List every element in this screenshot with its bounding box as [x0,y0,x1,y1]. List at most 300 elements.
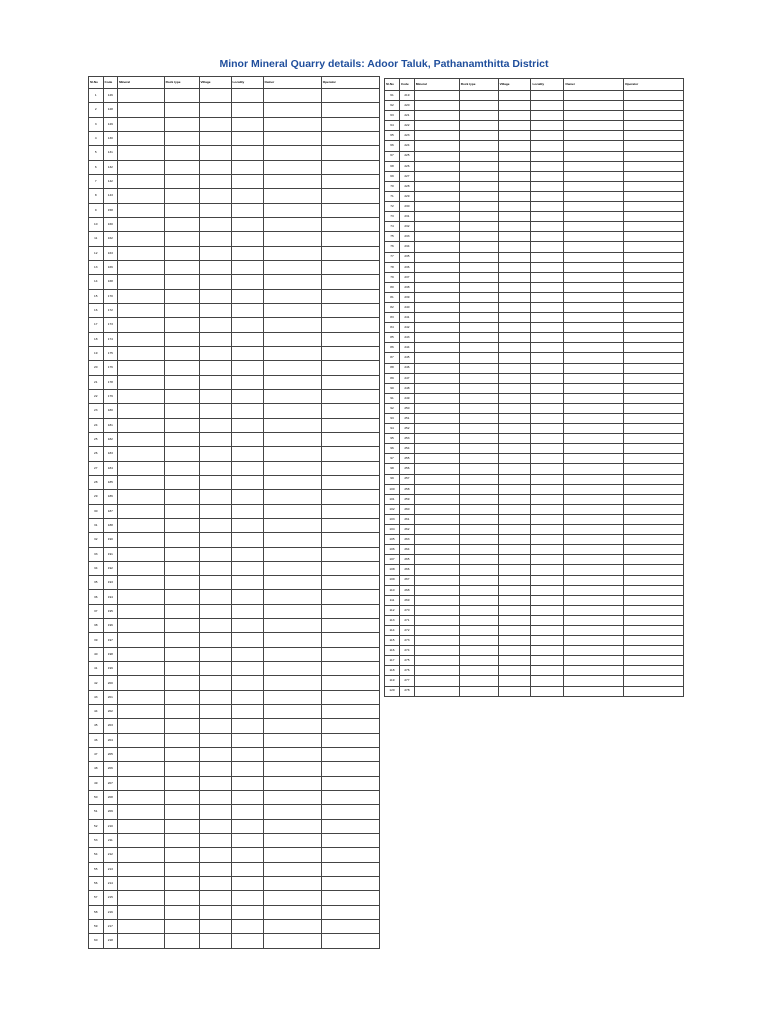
cell-locality [531,605,564,615]
cell-village [199,619,231,633]
cell-operator [321,246,379,260]
column-header-mineral: Mineral [118,77,165,89]
table-row [89,877,380,891]
cell-operator [624,504,684,514]
column-header-owner: Owner [263,77,321,89]
cell-locality [531,494,564,504]
cell-operator [624,414,684,424]
cell-mineral [414,484,459,494]
cell-rock-type [459,262,498,272]
cell-rock-type [459,91,498,101]
table-row [385,464,684,474]
cell-village [199,834,231,848]
table-header-row [385,79,684,91]
cell-code: 229 [399,191,414,201]
cell-owner [564,282,624,292]
cell-code: 188 [103,518,118,532]
cell-locality [231,203,263,217]
cell-village [199,547,231,561]
cell-mineral [414,232,459,242]
cell-rock-type [164,146,199,160]
cell-village [199,891,231,905]
cell-owner [263,504,321,518]
cell-village [199,633,231,647]
cell-locality [531,575,564,585]
cell-sl-no: 75 [385,232,400,242]
table-row [89,705,380,719]
cell-mineral [118,533,165,547]
cell-locality [531,111,564,121]
cell-rock-type [164,117,199,131]
cell-code: 172 [103,303,118,317]
cell-owner [564,242,624,252]
cell-village [498,151,531,161]
cell-operator [624,615,684,625]
cell-owner [564,141,624,151]
cell-operator [321,418,379,432]
cell-mineral [118,260,165,274]
cell-operator [624,535,684,545]
cell-owner [263,676,321,690]
cell-owner [263,690,321,704]
cell-operator [624,444,684,454]
table-row [385,615,684,625]
cell-sl-no: 49 [89,776,104,790]
cell-code: 245 [399,353,414,363]
cell-village [199,590,231,604]
table-row [89,733,380,747]
cell-village [498,272,531,282]
cell-village [498,676,531,686]
cell-locality [531,343,564,353]
cell-owner [564,424,624,434]
cell-mineral [414,191,459,201]
cell-locality [231,776,263,790]
table-row [89,232,380,246]
cell-owner [263,891,321,905]
cell-code: 212 [103,848,118,862]
cell-village [498,91,531,101]
cell-village [199,146,231,160]
cell-rock-type [164,361,199,375]
cell-village [199,432,231,446]
cell-sl-no: 94 [385,424,400,434]
cell-village [498,525,531,535]
cell-mineral [118,576,165,590]
cell-rock-type [164,189,199,203]
cell-sl-no: 15 [89,289,104,303]
cell-owner [263,619,321,633]
cell-locality [231,318,263,332]
cell-sl-no: 23 [89,404,104,418]
cell-operator [321,662,379,676]
cell-code: 173 [103,318,118,332]
cell-owner [263,217,321,231]
cell-mineral [118,346,165,360]
cell-locality [231,533,263,547]
cell-operator [321,389,379,403]
table-row [89,318,380,332]
column-header-operator: Operator [321,77,379,89]
cell-sl-no: 79 [385,272,400,282]
cell-owner [263,318,321,332]
cell-operator [624,494,684,504]
table-row [385,504,684,514]
cell-code: 191 [103,547,118,561]
cell-operator [321,676,379,690]
table-row [89,748,380,762]
cell-locality [231,590,263,604]
cell-operator [624,313,684,323]
cell-operator [321,762,379,776]
table-row [385,494,684,504]
cell-rock-type [164,705,199,719]
cell-owner [263,705,321,719]
cell-locality [531,151,564,161]
table-row [89,174,380,188]
cell-village [498,565,531,575]
cell-owner [564,191,624,201]
cell-rock-type [459,575,498,585]
table-row [385,222,684,232]
cell-sl-no: 102 [385,504,400,514]
cell-code: 186 [103,490,118,504]
cell-locality [231,647,263,661]
cell-rock-type [164,576,199,590]
cell-village [498,181,531,191]
cell-operator [321,131,379,145]
cell-mineral [118,432,165,446]
cell-village [498,101,531,111]
cell-village [199,920,231,934]
cell-village [498,121,531,131]
cell-operator [321,633,379,647]
cell-locality [531,464,564,474]
cell-operator [624,575,684,585]
cell-owner [263,877,321,891]
cell-code: 142 [103,174,118,188]
table-row [385,252,684,262]
cell-locality [231,662,263,676]
cell-rock-type [164,504,199,518]
cell-code: 239 [399,292,414,302]
table-row [385,666,684,676]
cell-locality [531,585,564,595]
cell-code: 255 [399,454,414,464]
cell-rock-type [164,547,199,561]
table-row [89,920,380,934]
cell-sl-no: 32 [89,533,104,547]
cell-rock-type [164,418,199,432]
cell-operator [624,91,684,101]
cell-operator [321,490,379,504]
cell-owner [564,656,624,666]
cell-sl-no: 36 [89,590,104,604]
table-row [89,203,380,217]
cell-village [498,353,531,363]
cell-sl-no: 69 [385,171,400,181]
cell-code: 213 [103,862,118,876]
cell-sl-no: 78 [385,262,400,272]
cell-sl-no: 1 [89,89,104,103]
cell-locality [231,905,263,919]
cell-code: 261 [399,514,414,524]
cell-sl-no: 3 [89,117,104,131]
cell-locality [531,121,564,131]
cell-code: 205 [103,748,118,762]
cell-village [199,160,231,174]
cell-mineral [118,690,165,704]
cell-operator [321,146,379,160]
cell-owner [263,862,321,876]
cell-village [498,333,531,343]
cell-code: 227 [399,171,414,181]
cell-owner [564,222,624,232]
cell-sl-no: 110 [385,585,400,595]
cell-locality [531,212,564,222]
cell-sl-no: 83 [385,313,400,323]
table-row [89,834,380,848]
cell-code: 240 [399,302,414,312]
cell-owner [564,353,624,363]
cell-village [199,490,231,504]
cell-code: 130 [103,131,118,145]
cell-code: 254 [399,444,414,454]
cell-operator [624,656,684,666]
cell-rock-type [459,242,498,252]
table-row [89,719,380,733]
cell-rock-type [164,561,199,575]
table-row [385,313,684,323]
cell-code: 276 [399,666,414,676]
cell-village [199,289,231,303]
cell-operator [624,434,684,444]
cell-sl-no: 96 [385,444,400,454]
cell-village [199,447,231,461]
cell-locality [231,676,263,690]
cell-owner [263,604,321,618]
cell-operator [321,547,379,561]
cell-rock-type [164,834,199,848]
cell-village [498,504,531,514]
cell-sl-no: 61 [385,91,400,101]
cell-mineral [118,131,165,145]
cell-village [199,475,231,489]
table-row [385,414,684,424]
cell-operator [321,160,379,174]
cell-locality [231,389,263,403]
cell-owner [263,762,321,776]
cell-owner [263,518,321,532]
cell-owner [263,203,321,217]
cell-mineral [118,447,165,461]
cell-locality [531,424,564,434]
cell-rock-type [164,404,199,418]
cell-sl-no: 21 [89,375,104,389]
cell-mineral [414,181,459,191]
cell-locality [531,656,564,666]
cell-operator [321,848,379,862]
cell-mineral [118,905,165,919]
cell-rock-type [459,484,498,494]
cell-operator [321,174,379,188]
cell-operator [321,576,379,590]
cell-village [498,191,531,201]
cell-code: 253 [399,434,414,444]
cell-operator [321,103,379,117]
cell-owner [564,121,624,131]
cell-village [199,862,231,876]
cell-code: 190 [103,533,118,547]
table-row [89,361,380,375]
table-row [89,633,380,647]
table-row [385,444,684,454]
cell-operator [321,862,379,876]
cell-locality [531,91,564,101]
cell-mineral [414,676,459,686]
cell-code: 231 [399,212,414,222]
cell-mineral [414,373,459,383]
cell-village [498,484,531,494]
cell-locality [531,232,564,242]
cell-owner [564,393,624,403]
cell-code: 214 [103,877,118,891]
cell-rock-type [164,819,199,833]
cell-operator [321,117,379,131]
cell-operator [624,292,684,302]
cell-sl-no: 54 [89,848,104,862]
cell-mineral [118,217,165,231]
cell-code: 275 [399,656,414,666]
cell-sl-no: 42 [89,676,104,690]
cell-mineral [118,332,165,346]
cell-village [199,375,231,389]
cell-sl-no: 16 [89,303,104,317]
cell-code: 132 [103,160,118,174]
cell-operator [321,518,379,532]
cell-sl-no: 104 [385,525,400,535]
cell-operator [624,666,684,676]
cell-mineral [118,389,165,403]
cell-mineral [118,103,165,117]
cell-operator [624,161,684,171]
table-row [385,212,684,222]
cell-owner [263,590,321,604]
cell-code: 209 [103,805,118,819]
cell-mineral [118,762,165,776]
cell-rock-type [164,490,199,504]
cell-mineral [118,490,165,504]
table-row [385,585,684,595]
cell-rock-type [459,313,498,323]
cell-village [199,217,231,231]
cell-mineral [118,289,165,303]
table-row [89,662,380,676]
cell-mineral [118,934,165,948]
table-row [89,619,380,633]
cell-mineral [414,121,459,131]
cell-owner [564,434,624,444]
cell-sl-no: 26 [89,447,104,461]
cell-code: 208 [103,791,118,805]
cell-owner [564,171,624,181]
table-row [385,111,684,121]
table-row [89,604,380,618]
cell-village [199,346,231,360]
cell-mineral [118,475,165,489]
cell-village [199,576,231,590]
cell-village [199,676,231,690]
cell-sl-no: 58 [89,905,104,919]
cell-code: 232 [399,222,414,232]
cell-code: 180 [103,404,118,418]
cell-owner [564,111,624,121]
cell-mineral [414,555,459,565]
cell-code: 271 [399,615,414,625]
cell-owner [263,447,321,461]
cell-sl-no: 85 [385,333,400,343]
cell-sl-no: 105 [385,535,400,545]
cell-mineral [118,504,165,518]
cell-owner [564,636,624,646]
cell-rock-type [164,131,199,145]
cell-locality [531,636,564,646]
cell-locality [231,447,263,461]
cell-mineral [414,202,459,212]
cell-owner [263,490,321,504]
cell-code: 203 [103,719,118,733]
cell-sl-no: 31 [89,518,104,532]
cell-locality [531,191,564,201]
cell-locality [231,275,263,289]
cell-sl-no: 115 [385,636,400,646]
cell-locality [531,484,564,494]
cell-mineral [414,111,459,121]
table-row [89,490,380,504]
cell-locality [231,733,263,747]
cell-sl-no: 13 [89,260,104,274]
table-row [385,161,684,171]
cell-village [498,373,531,383]
table-row [385,272,684,282]
cell-village [498,494,531,504]
cell-owner [564,454,624,464]
cell-code: 225 [399,151,414,161]
cell-mineral [414,222,459,232]
cell-operator [321,404,379,418]
cell-operator [321,819,379,833]
cell-operator [321,332,379,346]
cell-rock-type [459,646,498,656]
cell-owner [564,686,624,696]
cell-mineral [118,518,165,532]
cell-village [498,605,531,615]
cell-code: 176 [103,361,118,375]
cell-village [498,535,531,545]
cell-owner [263,576,321,590]
cell-code: 207 [103,776,118,790]
cell-sl-no: 64 [385,121,400,131]
cell-sl-no: 93 [385,414,400,424]
table-row [89,404,380,418]
table-row [385,292,684,302]
cell-mineral [414,302,459,312]
cell-owner [564,555,624,565]
cell-rock-type [164,920,199,934]
cell-code: 246 [399,363,414,373]
cell-rock-type [459,494,498,504]
cell-owner [263,819,321,833]
